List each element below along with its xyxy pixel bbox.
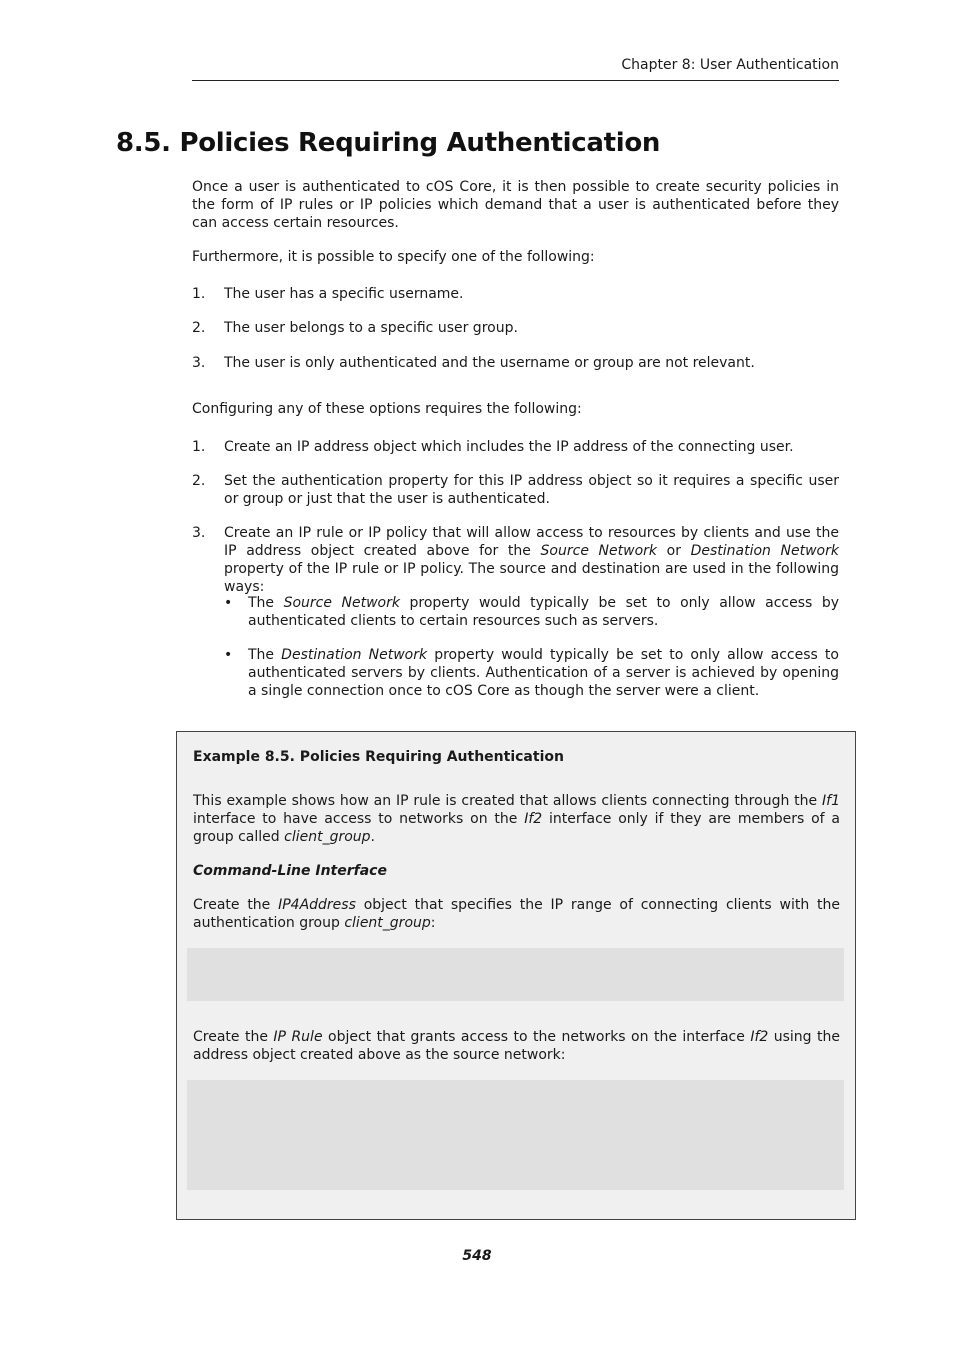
source-network-term: Source Network (540, 543, 658, 559)
list-text: The user belongs to a specific user group. (224, 320, 518, 336)
list-number: 1. (192, 439, 206, 455)
code-block (187, 948, 844, 1001)
chapter-title: Chapter 8: User Authentication (621, 57, 839, 73)
bullet-text: The Source Network property would typically be set to only allow access by authenticated clients to certain resources such as servers. (248, 595, 839, 629)
cli-step-paragraph: Create the IP4Address object that specifies the IP range of connecting clients with the authentication group client_group: (193, 897, 840, 931)
list-number: 2. (192, 320, 206, 336)
bullet-icon: • (224, 647, 233, 663)
section-title: 8.5. Policies Requiring Authentication (116, 128, 661, 158)
options-lead-paragraph: Furthermore, it is possible to specify one of the following: (192, 249, 595, 265)
bullet-text: The Destination Network property would typically be set to only allow access to authenticated servers by clients. Authentication of a server is achieved by opening a single connection once to cOS Core as though the server were a client. (248, 647, 839, 699)
cli-heading: Command-Line Interface (193, 863, 387, 879)
list-text: The user has a specific username. (224, 286, 464, 302)
list-text: Set the authentication property for this IP address object so it requires a specific user or group or just that the user is authenticated. (224, 473, 839, 507)
page-number: 548 (462, 1248, 492, 1264)
list-number: 2. (192, 473, 206, 489)
bullet-icon: • (224, 595, 233, 611)
code-block (187, 1080, 844, 1190)
cli-step-paragraph: Create the IP Rule object that grants access to the networks on the interface If2 using the address object created above as the source network: (193, 1029, 840, 1063)
example-box (176, 731, 856, 1220)
list-text: Create an IP address object which includes the IP address of the connecting user. (224, 439, 794, 455)
list-number: 1. (192, 286, 206, 302)
list-number: 3. (192, 355, 206, 371)
list-number: 3. (192, 525, 206, 541)
requirements-lead-paragraph: Configuring any of these options requires the following: (192, 401, 582, 417)
running-header (192, 56, 839, 81)
example-title: Example 8.5. Policies Requiring Authentication (193, 749, 564, 765)
list-text: Create an IP rule or IP policy that will allow access to resources by clients and use the IP address object created above for the Source Network or Destination Network property of the IP rule or IP policy. The source and destination are used in the following ways: (224, 525, 839, 595)
intro-paragraph: Once a user is authenticated to cOS Core, it is then possible to create security policies in the form of IP rules or IP policies which demand that a user is authenticated before they can access certain resources. (192, 179, 839, 231)
destination-network-term: Destination Network (690, 543, 839, 559)
example-description: This example shows how an IP rule is created that allows clients connecting through the If1 interface to have access to networks on the If2 interface only if they are members of a group called client_group. (193, 793, 840, 845)
list-text: The user is only authenticated and the username or group are not relevant. (224, 355, 755, 371)
